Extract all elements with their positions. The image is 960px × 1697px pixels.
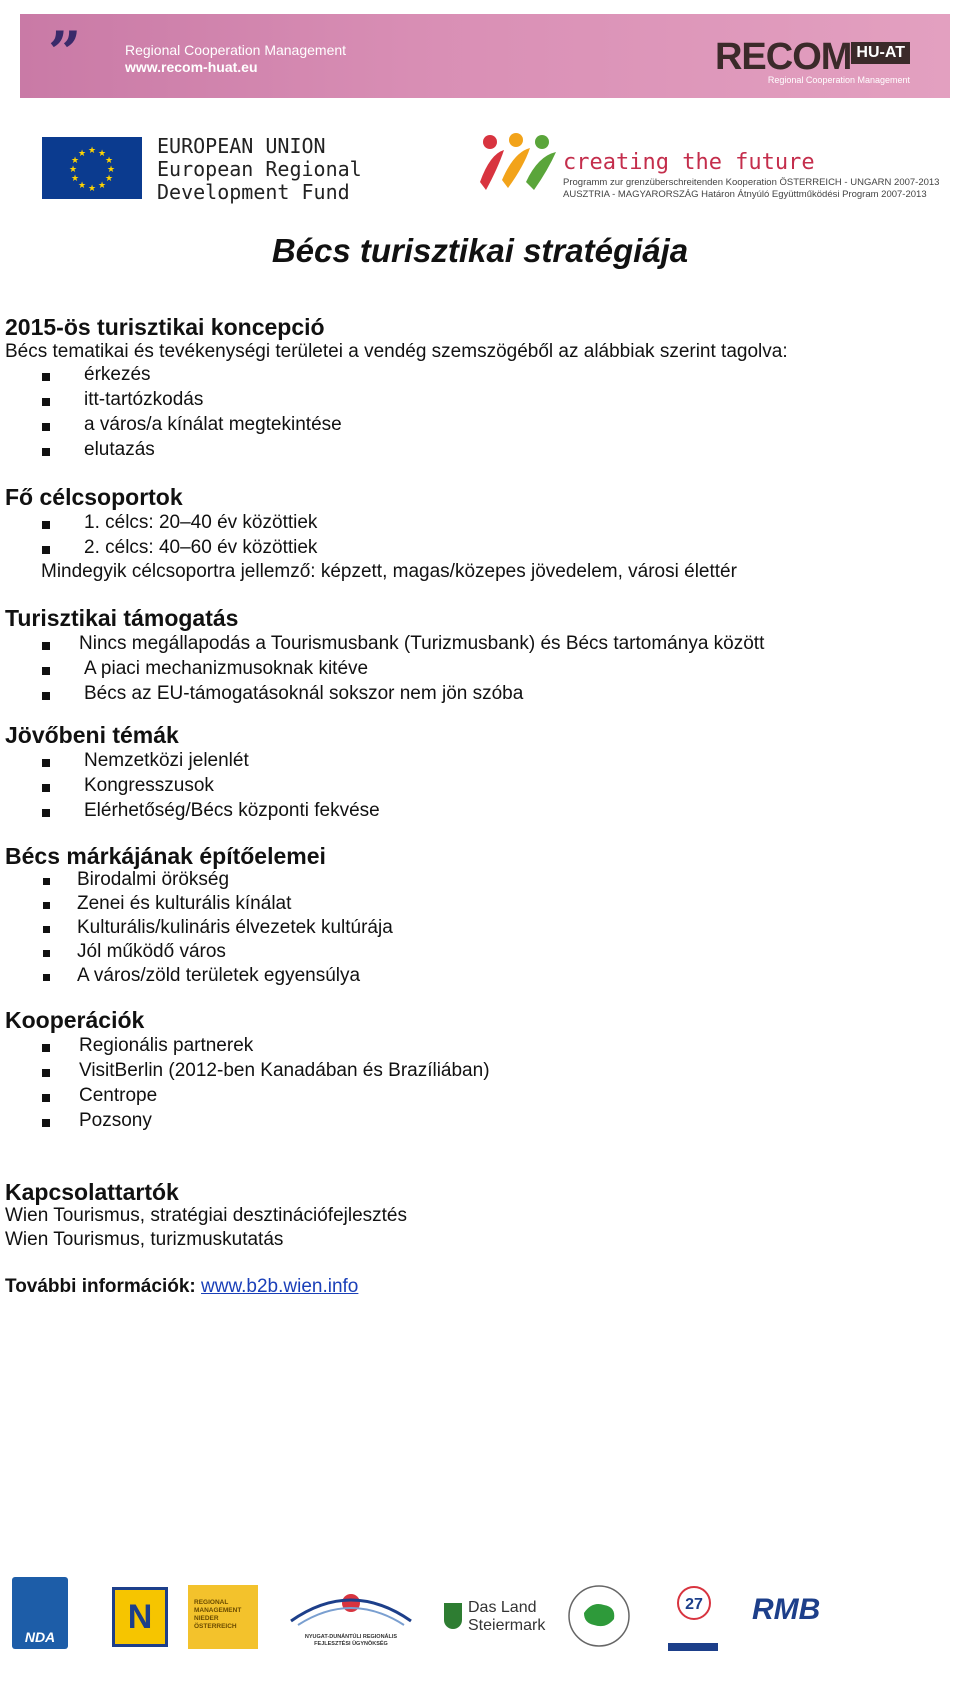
nda-logo (12, 1577, 68, 1649)
rm-line: REGIONAL (194, 1599, 229, 1606)
bullet-icon (42, 667, 50, 675)
steiermark-line2: Steiermark (468, 1617, 546, 1634)
banner-org-url[interactable]: www.recom-huat.eu (125, 59, 258, 75)
list-item: Pozsony (79, 1110, 152, 1131)
eu-line3: Development Fund (157, 180, 350, 204)
list-item: elutazás (84, 439, 155, 460)
more-info-link[interactable]: www.b2b.wien.info (201, 1276, 359, 1297)
section-heading-contacts: Kapcsolattartók (5, 1179, 179, 1205)
rm-line: MANAGEMENT (194, 1607, 242, 1614)
bullet-icon (43, 902, 50, 909)
bullet-icon (42, 1094, 50, 1102)
list-item: Elérhetőség/Bécs központi fekvése (84, 800, 380, 821)
svg-text:★: ★ (104, 174, 114, 184)
eu-logo-text (157, 135, 362, 204)
eu-line2: European Regional (157, 157, 362, 181)
noe-logo-text: N (127, 1598, 153, 1636)
bullet-icon (42, 1119, 50, 1127)
svg-text:★: ★ (68, 165, 78, 175)
recom-logo (715, 36, 910, 85)
rmb-logo (752, 1593, 852, 1643)
bullet-icon (43, 950, 50, 957)
list-item: VisitBerlin (2012-ben Kanadában és Brazíliában) (79, 1060, 490, 1081)
steiermark-line1: Das Land (468, 1599, 537, 1616)
section-heading-target-groups: Fő célcsoportok (5, 484, 183, 510)
steiermark-logo (444, 1599, 544, 1643)
section-heading-future-topics: Jövőbeni témák (5, 722, 179, 748)
noe-logo (112, 1587, 168, 1647)
bullet-icon (42, 423, 50, 431)
bullet-icon (42, 1069, 50, 1077)
steiermark-shield-icon (444, 1603, 462, 1629)
bullet-icon (43, 974, 50, 981)
banner-org (125, 42, 346, 76)
nyd-logo-text: NYUGAT-DUNÁNTÚLI REGIONÁLIS FEJLESZTÉSI ÜGYNÖKSÉG (304, 1634, 398, 1647)
bullet-icon (42, 692, 50, 700)
contact-line: Wien Tourismus, turizmuskutatás (5, 1229, 284, 1250)
bullet-icon (42, 398, 50, 406)
list-item: Zenei és kulturális kínálat (77, 893, 292, 914)
target-groups-note: Mindegyik célcsoportra jellemző: képzett, magas/közepes jövedelem, városi élettér (41, 561, 737, 582)
programme-sub1: Programm zur grenzüberschreitenden Kooperation ÖSTERREICH - UNGARN 2007-2013 (563, 177, 940, 188)
more-info-label: További információk: (5, 1276, 202, 1297)
partner-logos (0, 1565, 960, 1665)
list-item: Birodalmi örökség (77, 869, 230, 890)
section-heading-cooperations: Kooperációk (5, 1007, 145, 1033)
svg-text:★: ★ (70, 174, 80, 184)
list-item: A város/zöld területek egyensúlya (77, 965, 361, 986)
list-item: Bécs az EU-támogatásoknál sokszor nem jön szóba (84, 683, 524, 704)
vienna-27-icon (664, 1581, 722, 1653)
programme-title: creating the future (563, 150, 815, 175)
recom-brand: RECOM (714, 36, 852, 78)
list-item: Regionális partnerek (79, 1035, 254, 1056)
bullet-icon (42, 373, 50, 381)
landesamt-seal-icon (566, 1583, 632, 1649)
bullet-icon (42, 642, 50, 650)
recom-brand-tag: HU-AT (851, 42, 910, 64)
list-item: Kongresszusok (84, 775, 214, 796)
nda-logo-text: NDA (24, 1629, 56, 1645)
contact-line: Wien Tourismus, stratégiai desztinációfejlesztés (5, 1205, 407, 1226)
recom-brand-sub: Regional Cooperation Management (767, 75, 910, 85)
svg-text:★: ★ (97, 181, 107, 191)
list-item: a város/a kínálat megtekintése (84, 414, 342, 435)
list-item: Centrope (79, 1085, 158, 1106)
section-heading-support: Turisztikai támogatás (5, 605, 239, 631)
nyugat-dunantuli-logo (286, 1585, 416, 1651)
bullet-icon (42, 448, 50, 456)
nyd-arc-icon (286, 1585, 416, 1629)
list-item: Jól működő város (77, 941, 226, 962)
bullet-icon (42, 1044, 50, 1052)
creating-future-logo-icon (478, 132, 560, 194)
svg-text:★: ★ (97, 149, 107, 159)
banner-org-name: Regional Cooperation Management (125, 42, 347, 58)
rm-line: NIEDER (194, 1615, 219, 1622)
list-item: itt-tartózkodás (84, 389, 204, 410)
list-item: Nincs megállapodás a Tourismusbank (Turizmusbank) és Bécs tartománya között (79, 633, 765, 654)
svg-text:★: ★ (104, 156, 114, 166)
list-item: 2. célcs: 40–60 év közöttiek (84, 537, 318, 558)
svg-text:★: ★ (106, 165, 116, 175)
section-heading-concept: 2015-ös turisztikai koncepció (5, 314, 325, 340)
bullet-icon (42, 809, 50, 817)
more-info (5, 1276, 358, 1298)
bullet-icon (43, 878, 50, 885)
vienna-logo (664, 1581, 722, 1653)
bullet-icon (42, 784, 50, 792)
svg-text:★: ★ (87, 146, 97, 156)
eu-line1: EUROPEAN UNION (157, 134, 326, 158)
list-item: 1. célcs: 20–40 év közöttiek (84, 512, 318, 533)
list-item: Kulturális/kulináris élvezetek kultúrája (77, 917, 393, 938)
bullet-icon (42, 759, 50, 767)
list-item: érkezés (84, 364, 151, 385)
bullet-icon (42, 546, 50, 554)
bullet-icon (43, 926, 50, 933)
svg-text:★: ★ (77, 181, 87, 191)
eu-flag-icon (42, 137, 142, 199)
programme-sub2: AUSZTRIA - MAGYARORSZÁG Határon Átnyúló Együttműködési Program 2007-2013 (563, 189, 927, 200)
rmb-logo-text: RMB (752, 1593, 821, 1626)
landesamt-logo (566, 1583, 632, 1649)
document-title: Bécs turisztikai stratégiája (271, 232, 689, 269)
section-intro: Bécs tematikai és tevékenységi területei a vendég szemszögéből az alábbiak szerint tagolva: (5, 341, 788, 362)
regional-management-noe-logo (188, 1585, 258, 1649)
svg-text:★: ★ (70, 156, 80, 166)
section-heading-brand: Bécs márkájának építőelemei (5, 843, 326, 869)
list-item: A piaci mechanizmusoknak kitéve (84, 658, 369, 679)
svg-text:27: 27 (685, 1596, 703, 1613)
header-banner (20, 14, 950, 98)
programme-subtitle (563, 177, 943, 201)
svg-text:★: ★ (77, 149, 87, 159)
list-item: Nemzetközi jelenlét (84, 750, 249, 771)
rm-line: ÖSTERREICH (194, 1623, 237, 1630)
svg-text:★: ★ (87, 184, 97, 194)
bullet-icon (42, 521, 50, 529)
quote-logo-icon: ” (48, 19, 82, 87)
